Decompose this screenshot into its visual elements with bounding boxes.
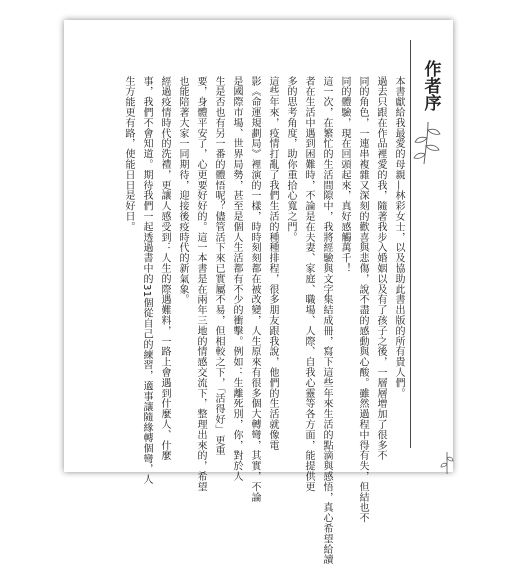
small-leaf-icon <box>440 452 454 474</box>
vertical-rule <box>410 40 411 448</box>
text-column: 生是否也有另一番的體悟呢？儘管活下來已實屬不易，但相較之下，「活得好」更重 <box>213 76 224 456</box>
text-column: 這一次，在繁忙的生活間隙中，我將經驗與文字集結成冊，寫下這些年來生活的點滴與感悟，真心希望給讀 <box>321 76 332 565</box>
text-column: 是國際市場、世界局勢，甚至是個人生活都有不少的衝擊。例如：生離死別，你，對於人 <box>231 76 242 482</box>
text-column: 也能陪著大家一同期待，迎接後疫時代的新氣象。 <box>177 76 188 305</box>
leaf-ornament-icon <box>410 120 446 166</box>
text-column: 者在生活中遇到困難時，不論是在夫妻、家庭、職場、人際、自我心靈等各方面，能提供更 <box>303 76 314 492</box>
text-column: 生方能更有路，使能日日是好日。 <box>123 76 134 232</box>
text-column: 過去只跟在作品裡愛的我，隨著我步入婚姻以及有了孩子之後，一層層增加了很多不 <box>375 76 386 461</box>
page-title <box>412 56 448 121</box>
text-column: 事，我們不會知道。期待我們一起透過書中的31個從自己的練習，適事讓隨緣轉個彎，人 <box>141 76 152 485</box>
text-column: 多的思考角度，助你重拾心寬之門。 <box>285 76 296 243</box>
text-column: 要，身體平安了，心更要好好的。這一本書是在兩年三地的情感交流下，整理出來的，希望 <box>195 76 206 492</box>
text-column: 經過疫情時代的洗禮，更讓人感受到：人生的際遇難料，一路上會遇到什麼人、什麼 <box>159 76 170 461</box>
preface-body <box>112 76 404 565</box>
text-column: 這些年來，疫情打亂了我們生活的種種排程，很多朋友跟我說，他們的生活就像電 <box>267 76 278 451</box>
book-page <box>64 20 453 565</box>
text-column: 同的體驗，現在回頭起來，真好感觸萬千！ <box>339 76 350 274</box>
title-text: 作者序 <box>420 60 441 111</box>
text-column: 影《命運規劃局》裡演的一樣，時時刻刻都在被改變，人生原來有很多個大轉彎，其實，不論 <box>249 76 260 503</box>
text-column: 本書獻給我最愛的母親—林彩女士，以及協助此書出版的所有貴人們。 <box>393 76 404 399</box>
text-column: 同的角色，一連串複雜又深刻的歡喜與悲傷，說不盡的感動與心酸。雖然過程中得有失，但結也不 <box>357 76 368 524</box>
